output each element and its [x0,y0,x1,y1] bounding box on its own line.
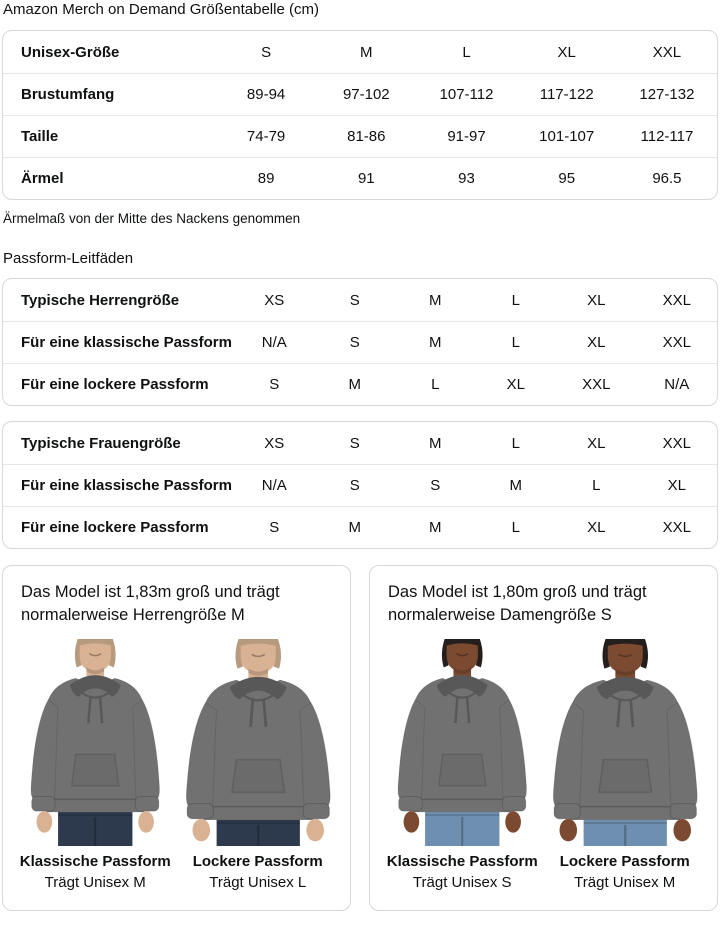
womens-fit-table [2,421,718,549]
size-cell: M [429,334,442,351]
size-cell: L [511,519,520,536]
size-cell: XL [587,434,606,452]
size-cell: XXL [662,334,691,351]
row-label: Taille [21,128,59,145]
size-cell: S [349,434,360,452]
size-cell: XL [587,291,606,309]
size-cell: N/A [261,477,287,494]
measure-cell: 112-117 [640,128,694,145]
fit-label: Lockere Passform [192,853,323,871]
unisex-size-table [2,30,718,200]
size-cell: M [429,434,442,452]
table-row [3,279,717,321]
model-cards [2,565,718,911]
model-photos [17,639,336,894]
model-description: Das Model ist 1,80m groß und trägt normalerweise Damengröße S [388,583,647,624]
female-model-classic-photo [384,639,541,846]
table-row [3,115,717,157]
size-cell: S [261,43,272,61]
size-cell: XL [506,376,525,393]
measure-cell: 74-79 [246,128,286,145]
size-cell: N/A [664,376,690,393]
size-cell: L [511,291,520,309]
size-cell: XXL [662,291,691,309]
measure-cell: 117-122 [539,86,594,103]
size-cell: XXL [662,519,691,536]
table-row [3,157,717,199]
size-cell: XL [587,334,606,351]
size-cell: L [592,477,601,494]
table-row [3,464,717,506]
size-cell: M [429,291,442,309]
size-cell: XS [264,291,285,309]
size-cell: L [511,434,520,452]
row-label: Für eine klassische Passform [21,334,232,351]
row-label: Für eine klassische Passform [21,477,232,494]
table-row [3,31,717,73]
row-label: Unisex-Größe [21,43,120,61]
mens-fit-table [2,278,718,406]
size-cell: M [429,519,442,536]
photo-loose-fit [180,639,337,894]
size-cell: S [430,477,441,494]
size-cell: L [462,43,471,61]
fit-guides-heading: Passform-Leitfäden [3,250,134,267]
size-worn-label: Trägt Unisex S [412,874,512,892]
measure-cell: 95 [558,170,576,187]
measure-cell: 96.5 [652,170,682,187]
size-worn-label: Trägt Unisex M [44,874,146,892]
measure-cell: 101-107 [539,128,595,145]
row-label: Typische Frauengröße [21,434,181,452]
measure-cell: 89-94 [246,86,286,103]
table-row [3,73,717,115]
photo-loose-fit [547,639,704,894]
size-cell: XL [557,43,576,61]
row-label: Für eine lockere Passform [21,376,209,393]
measure-cell: 107-112 [439,86,494,103]
measure-cell: 91-97 [447,128,486,145]
measure-cell: 91 [357,170,375,187]
size-cell: S [269,376,280,393]
female-model-loose-photo [547,639,704,846]
size-worn-label: Trägt Unisex L [209,874,307,892]
measure-cell: 127-132 [639,86,695,103]
size-cell: S [269,519,280,536]
size-cell: M [348,376,361,393]
size-cell: XS [264,434,285,452]
size-cell: L [511,334,520,351]
row-label: Typische Herrengröße [21,291,180,309]
measure-cell: 93 [458,170,475,187]
measure-cell: 81-86 [347,128,386,145]
size-cell: XXL [582,376,611,393]
size-cell: XL [587,519,606,536]
sleeve-measure-note: Ärmelmaß von der Mitte des Nackens genommen [3,211,301,226]
size-cell: S [349,291,360,309]
model-description: Das Model ist 1,83m groß und trägt normalerweise Herrengröße M [21,583,280,624]
row-label: Ärmel [21,170,64,187]
size-worn-label: Trägt Unisex M [574,874,676,892]
male-model-classic-photo [17,639,174,846]
table-row [3,506,717,548]
model-card-men [2,565,351,911]
size-cell: M [348,519,361,536]
size-cell: S [349,477,360,494]
measure-cell: 97-102 [342,86,390,103]
fit-label: Lockere Passform [559,853,690,871]
size-cell: L [431,376,440,393]
fit-label: Klassische Passform [386,853,538,871]
table-row [3,321,717,363]
photo-classic-fit [17,639,174,894]
size-cell: N/A [261,334,287,351]
male-model-loose-photo [180,639,337,846]
table-row [3,422,717,464]
size-cell: XXL [662,434,691,452]
fit-label: Klassische Passform [19,853,171,871]
table-row [3,363,717,405]
measure-cell: 89 [257,170,275,187]
size-cell: M [509,477,522,494]
row-label: Brustumfang [21,86,115,103]
size-cell: XL [667,477,686,494]
row-label: Für eine lockere Passform [21,519,209,536]
photo-classic-fit [384,639,541,894]
model-photos [384,639,703,894]
size-cell: M [360,43,373,61]
size-cell: S [349,334,360,351]
size-cell: XXL [652,43,682,61]
page-title: Amazon Merch on Demand Größentabelle (cm) [3,1,319,18]
model-card-women [369,565,718,911]
